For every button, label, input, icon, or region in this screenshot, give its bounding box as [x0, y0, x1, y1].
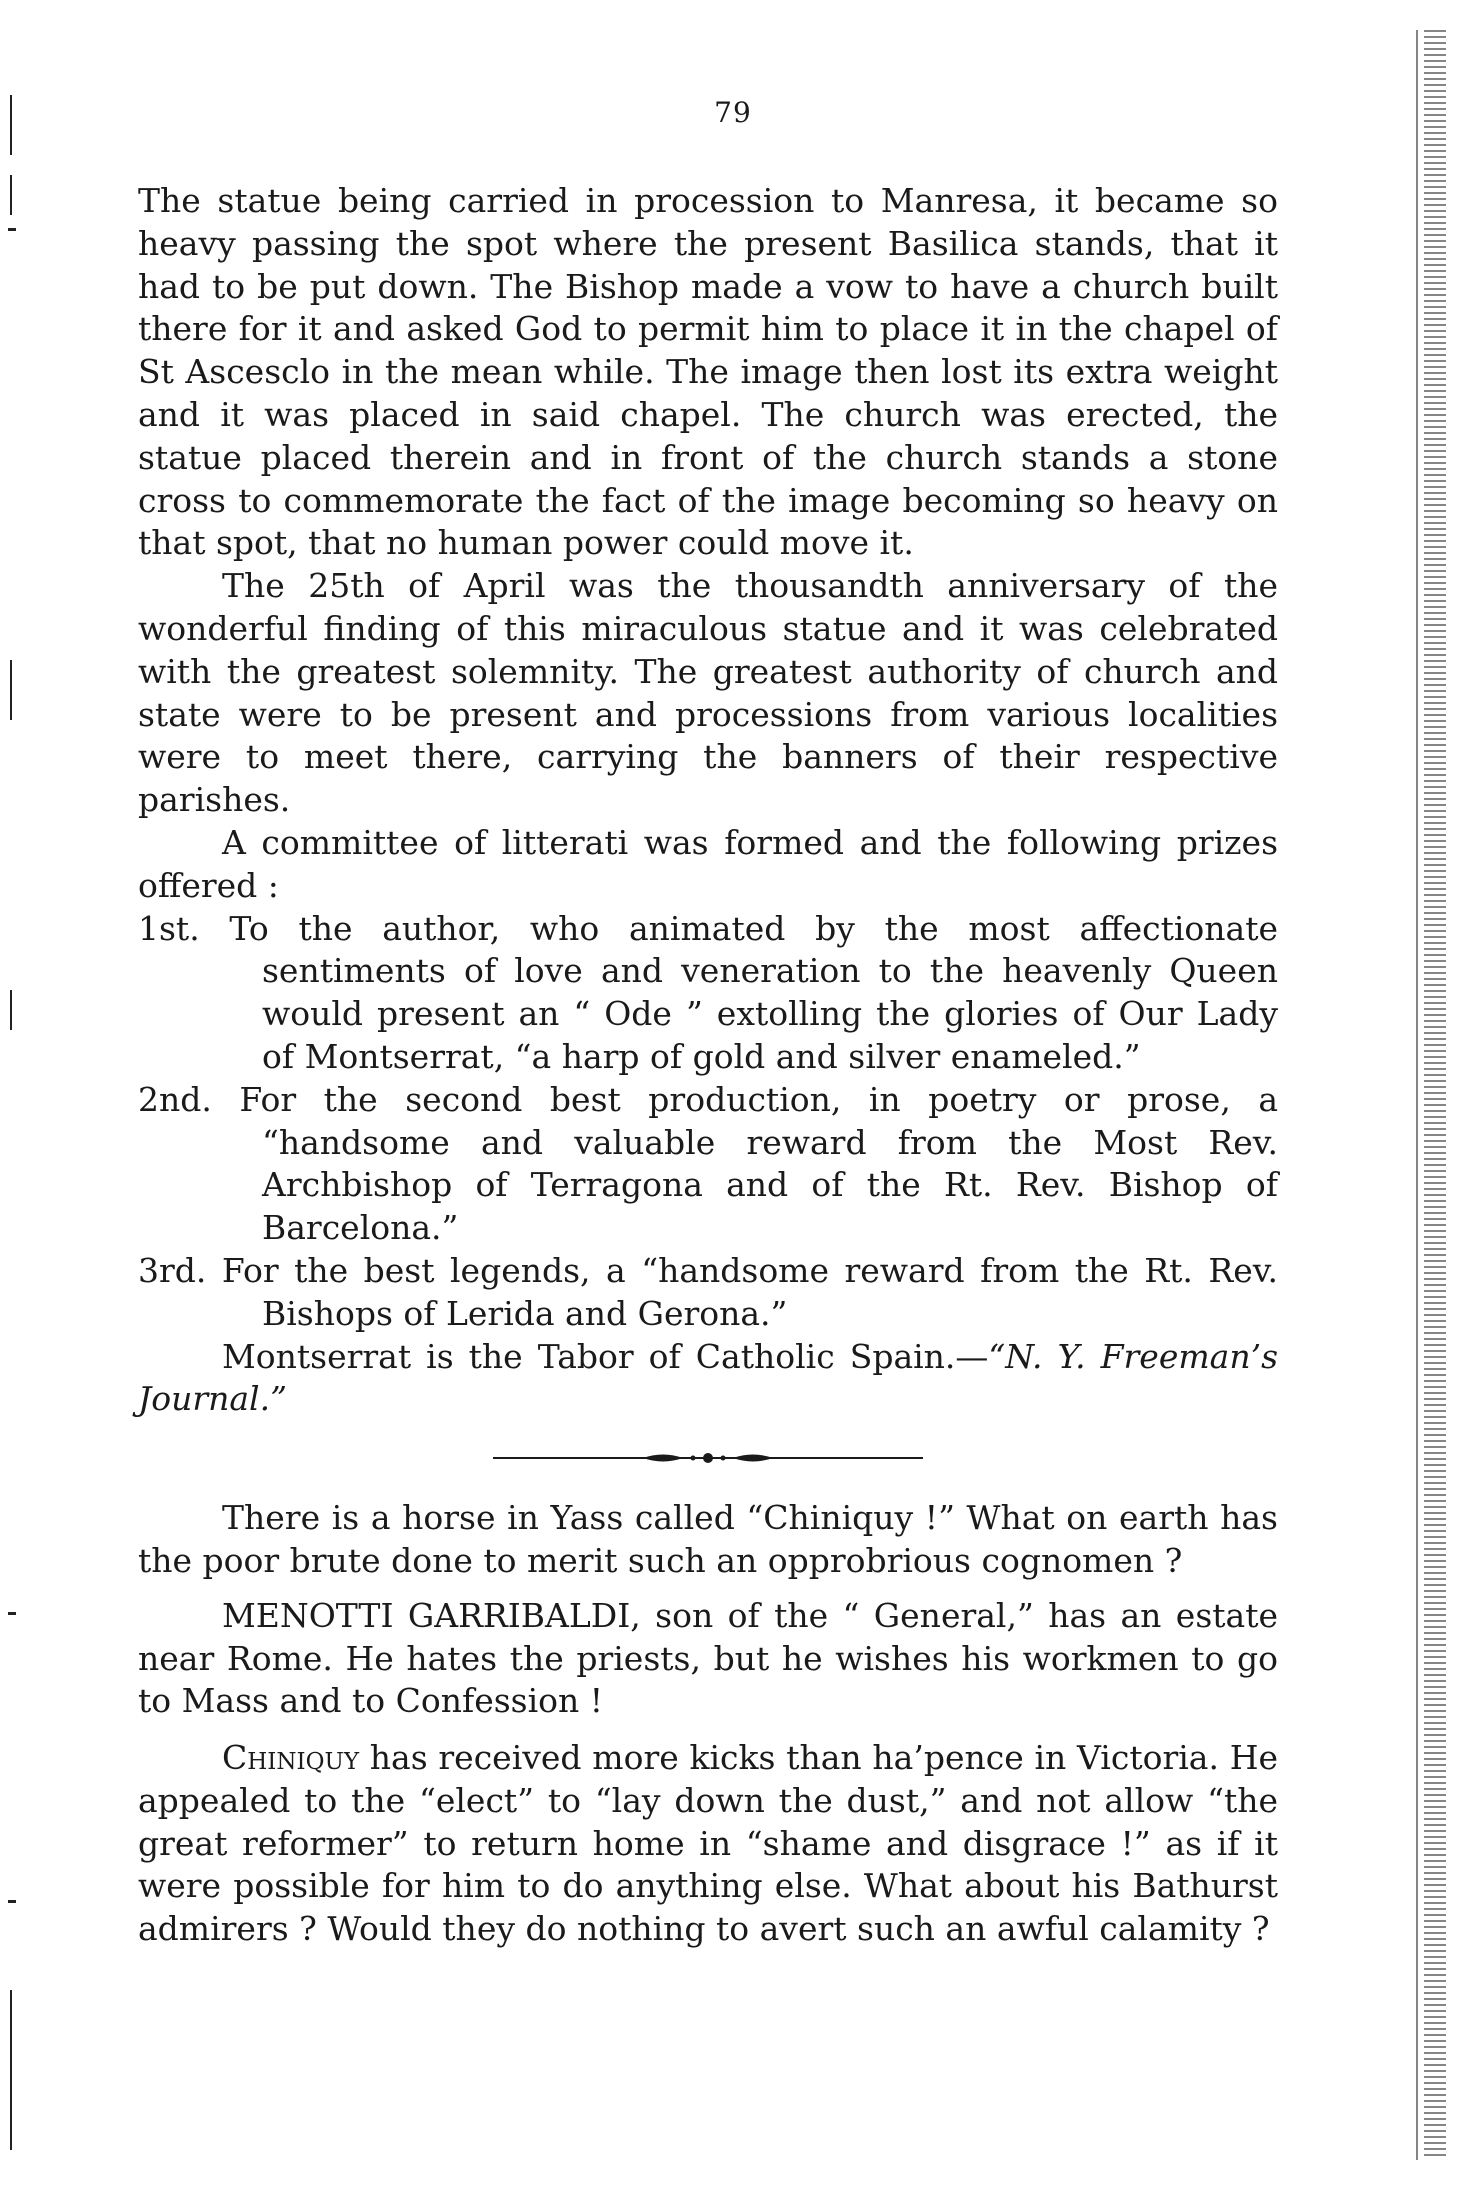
closing-source: “N. Y. Freeman’s Journal.” [138, 1336, 1279, 1419]
note-lead: MENOTTI GARRIBALDI, [222, 1595, 641, 1635]
gutter-texture [1424, 30, 1446, 2160]
margin-mark [10, 990, 12, 1030]
note-horse-yass [138, 1497, 1278, 1583]
page-number: 79 [714, 96, 752, 129]
prize-item [138, 1079, 1278, 1250]
section-divider-ornament [493, 1449, 923, 1467]
prize-label: 3rd. [138, 1250, 207, 1290]
closing-text: Montserrat is the Tabor of Catholic Spain.— [222, 1336, 989, 1376]
prize-text: For the best legends, a “handsome reward from the Rt. Rev. Bishops of Lerida and Gerona.” [221, 1250, 1278, 1333]
note-lead: Chiniquy [222, 1738, 360, 1778]
margin-mark [10, 175, 12, 215]
margin-mark [8, 1900, 16, 1903]
margin-mark [8, 228, 16, 231]
text-column [138, 180, 1278, 1951]
note-text: son of the “ General,” has an estate near Rome. He hates the priests, but he wishes his workmen to go to Mass and to Confession ! [138, 1595, 1278, 1721]
paragraph-committee: A committee of litterati was formed and the following prizes offered : [138, 822, 1278, 905]
note-garribaldi [138, 1595, 1278, 1723]
paragraph-anniversary: The 25th of April was the thousandth anniversary of the wonderful finding of this miraculous statue and it was celebrated with the greatest solemnity. The greatest authority of church and state were to be present and processions from various localities were to meet there, carrying the banners of their respective parishes. [138, 566, 1278, 820]
prize-text: To the author, who animated by the most affectionate sentiments of love and veneration to the heavenly Queen would present an “ Ode ” extolling the glories of Our Lady of Montserrat, “a harp of gold and silver enameled.” [229, 908, 1278, 1076]
margin-mark [10, 1990, 12, 2150]
margin-mark [8, 1612, 16, 1615]
prize-item [138, 1250, 1278, 1336]
note-chiniquy [138, 1737, 1278, 1951]
prize-item [138, 908, 1278, 1079]
prize-text: For the second best production, in poetry or prose, a “handsome and valuable reward from the Most Rev. Archbishop of Terragona and of the Rt. Rev. Bishop of Barcelona.” [239, 1079, 1279, 1248]
closing-line [138, 1336, 1278, 1422]
margin-mark [10, 660, 12, 720]
gutter-line [1416, 30, 1418, 2160]
note-text: has received more kicks than ha’pence in Victoria. He appealed to the “elect” to “lay down the dust,” and not allow “the great reformer” to return home in “shame and disgrace !” as if it were possible for him to do anything else. What about his Bathurst admirers ? Would they do nothing to avert such an awful calamity ? [138, 1738, 1278, 1949]
note-text: There is a horse in Yass called “Chiniquy !” What on earth has the poor brute done to merit such an opprobrious cognomen ? [138, 1498, 1278, 1580]
prize-label: 2nd. [138, 1079, 212, 1119]
prize-label: 1st. [138, 908, 200, 948]
paragraph-statue-procession: The statue being carried in procession to Manresa, it became so heavy passing the spot where the present Basilica stands, that it had to be put down. The Bishop made a vow to have a church built there for it and asked God to permit him to place it in the chapel of St Ascesclo in the mean while. The image then lost its extra weight and it was placed in said chapel. The church was erected, the statue placed therein and in front of the church stands a stone cross to commemorate the fact of the image becoming so heavy on that spot, that no human power could move it. [138, 181, 1278, 563]
